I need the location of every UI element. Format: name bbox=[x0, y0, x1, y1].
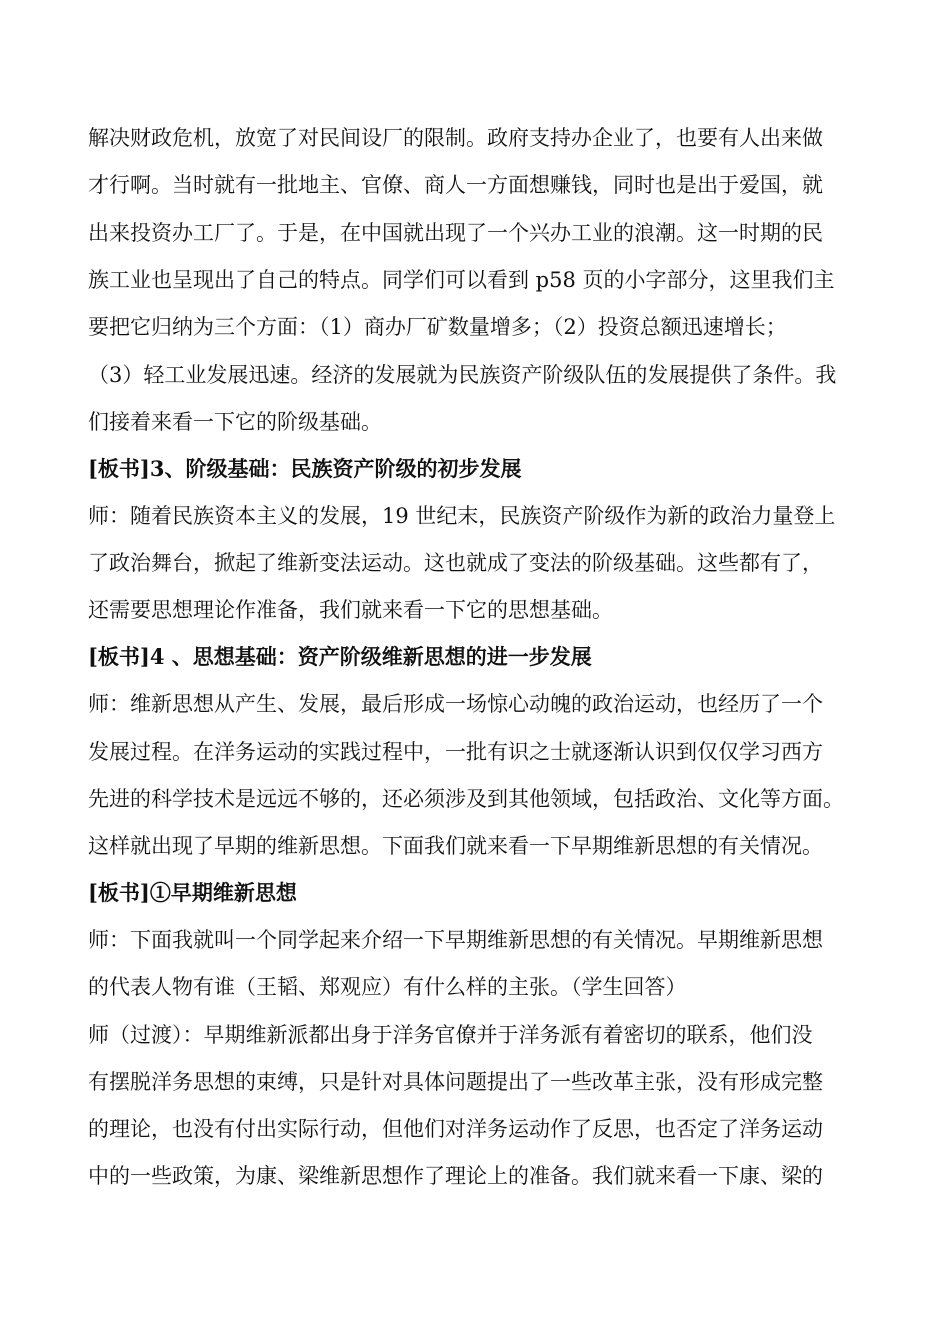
board-heading-early-reform: [板书]①早期维新思想 bbox=[88, 880, 297, 905]
text-line-3: 出来投资办工厂了。于是，在中国就出现了一个兴办工业的浪潮。这一时期的民 bbox=[88, 221, 823, 245]
text-line-19: 的代表人物有谁（王韬、郑观应）有什么样的主张。（学生回答） bbox=[88, 975, 687, 999]
text-line-9: 师：随着民族资本主义的发展，19 世纪末，民族资产阶级作为新的政治力量登上 bbox=[88, 504, 836, 528]
text-line-16: 这样就出现了早期的维新思想。下面我们就来看一下早期维新思想的有关情况。 bbox=[88, 834, 823, 858]
text-line-18: 师：下面我就叫一个同学起来介绍一下早期维新思想的有关情况。早期维新思想 bbox=[88, 928, 823, 952]
board-heading-thought-basis: [板书]4 、思想基础：资产阶级维新思想的进一步发展 bbox=[88, 644, 592, 669]
text-line-13: 师：维新思想从产生、发展，最后形成一场惊心动魄的政治运动，也经历了一个 bbox=[88, 692, 823, 716]
text-line-4: 族工业也呈现出了自己的特点。同学们可以看到 p58 页的小字部分，这里我们主 bbox=[88, 268, 835, 292]
text-line-10: 了政治舞台，掀起了维新变法运动。这也就成了变法的阶级基础。这些都有了， bbox=[88, 551, 823, 575]
text-line-15: 先进的科学技术是远远不够的，还必须涉及到其他领域，包括政治、文化等方面。 bbox=[88, 787, 844, 811]
text-line-11: 还需要思想理论作准备，我们就来看一下它的思想基础。 bbox=[88, 598, 613, 622]
text-line-6: （3）轻工业发展迅速。经济的发展就为民族资产阶级队伍的发展提供了条件。我 bbox=[88, 363, 837, 387]
text-line-2: 才行啊。当时就有一批地主、官僚、商人一方面想赚钱，同时也是出于爱国，就 bbox=[88, 173, 823, 197]
text-line-1: 解决财政危机，放宽了对民间设厂的限制。政府支持办企业了，也要有人出来做 bbox=[88, 126, 823, 150]
text-line-21: 有摆脱洋务思想的束缚，只是针对具体问题提出了一些改革主张，没有形成完整 bbox=[88, 1070, 823, 1094]
text-line-7: 们接着来看一下它的阶级基础。 bbox=[88, 410, 382, 434]
text-line-22: 的理论，也没有付出实际行动，但他们对洋务运动作了反思，也否定了洋务运动 bbox=[88, 1117, 823, 1141]
text-line-5: 要把它归纳为三个方面：（1）商办厂矿数量增多；（2）投资总额迅速增长； bbox=[88, 315, 787, 339]
text-line-23: 中的一些政策，为康、梁维新思想作了理论上的准备。我们就来看一下康、梁的 bbox=[88, 1164, 823, 1188]
board-heading-class-basis: [板书]3、阶级基础：民族资产阶级的初步发展 bbox=[88, 456, 522, 481]
text-line-14: 发展过程。在洋务运动的实践过程中，一批有识之士就逐渐认识到仅仅学习西方 bbox=[88, 740, 823, 764]
text-line-20: 师（过渡）：早期维新派都出身于洋务官僚并于洋务派有着密切的联系，他们没 bbox=[88, 1023, 813, 1047]
